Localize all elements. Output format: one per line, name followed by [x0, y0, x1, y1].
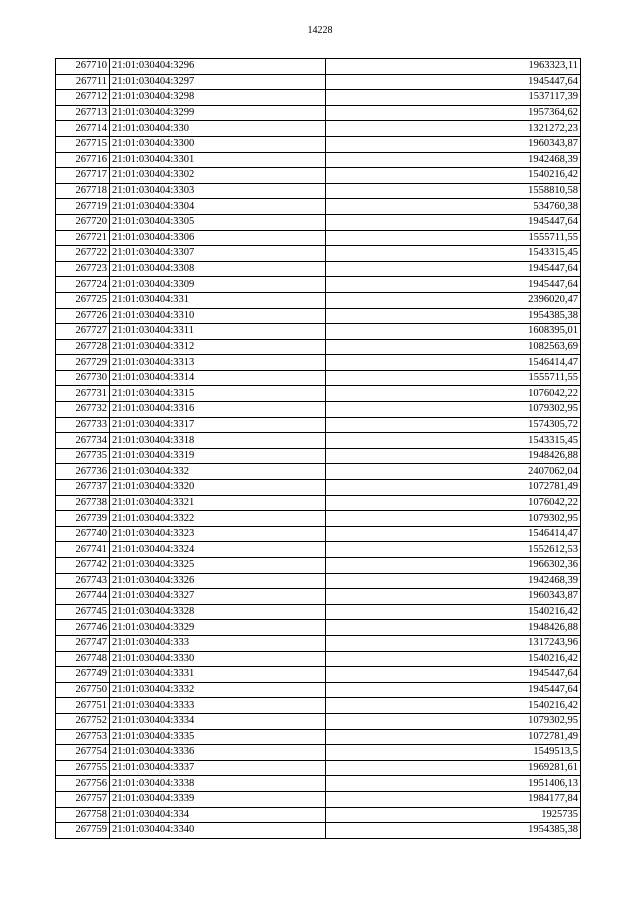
cadastral-value-cell: 1945447,64 [326, 682, 581, 698]
table-row [56, 558, 581, 574]
table-row [56, 604, 581, 620]
cadastral-value-cell: 1317243,96 [326, 635, 581, 651]
cadastral-number-cell: 21:01:030404:3312 [110, 339, 326, 355]
table-row [56, 667, 581, 683]
cadastral-number-cell: 21:01:030404:3325 [110, 558, 326, 574]
row-number-cell: 267749 [56, 667, 110, 683]
row-number-cell: 267743 [56, 573, 110, 589]
cadastral-number-cell: 21:01:030404:3311 [110, 324, 326, 340]
table-row [56, 448, 581, 464]
table-row [56, 183, 581, 199]
cadastral-number-cell: 21:01:030404:3328 [110, 604, 326, 620]
cadastral-value-cell: 1954385,38 [326, 823, 581, 839]
cadastral-value-cell: 1540216,42 [326, 168, 581, 184]
table-row [56, 760, 581, 776]
cadastral-value-cell: 1966302,36 [326, 558, 581, 574]
cadastral-number-cell: 21:01:030404:3298 [110, 90, 326, 106]
table-row [56, 589, 581, 605]
row-number-cell: 267735 [56, 448, 110, 464]
table-row [56, 495, 581, 511]
row-number-cell: 267752 [56, 713, 110, 729]
cadastral-value-cell: 1963323,11 [326, 59, 581, 75]
table-row [56, 308, 581, 324]
cadastral-number-cell: 21:01:030404:3336 [110, 745, 326, 761]
cadastral-number-cell: 21:01:030404:332 [110, 464, 326, 480]
table-row [56, 791, 581, 807]
table-row [56, 573, 581, 589]
cadastral-number-cell: 21:01:030404:3327 [110, 589, 326, 605]
table-row [56, 339, 581, 355]
cadastral-number-cell: 21:01:030404:3339 [110, 791, 326, 807]
row-number-cell: 267738 [56, 495, 110, 511]
cadastral-number-cell: 21:01:030404:3310 [110, 308, 326, 324]
table-row [56, 370, 581, 386]
cadastral-number-cell: 21:01:030404:3299 [110, 105, 326, 121]
row-number-cell: 267723 [56, 261, 110, 277]
cadastral-value-cell: 1969281,61 [326, 760, 581, 776]
cadastral-value-cell: 1546414,47 [326, 355, 581, 371]
row-number-cell: 267719 [56, 199, 110, 215]
cadastral-number-cell: 21:01:030404:3333 [110, 698, 326, 714]
table-row [56, 246, 581, 262]
row-number-cell: 267736 [56, 464, 110, 480]
cadastral-value-cell: 1957364,62 [326, 105, 581, 121]
table-row [56, 121, 581, 137]
row-number-cell: 267747 [56, 635, 110, 651]
cadastral-number-cell: 21:01:030404:3331 [110, 667, 326, 683]
row-number-cell: 267726 [56, 308, 110, 324]
table-row [56, 292, 581, 308]
table-row [56, 168, 581, 184]
cadastral-number-cell: 21:01:030404:331 [110, 292, 326, 308]
table-row [56, 713, 581, 729]
row-number-cell: 267729 [56, 355, 110, 371]
cadastral-number-cell: 21:01:030404:3301 [110, 152, 326, 168]
table-row [56, 542, 581, 558]
cadastral-number-cell: 21:01:030404:3313 [110, 355, 326, 371]
cadastral-value-cell: 1942468,39 [326, 573, 581, 589]
cadastral-number-cell: 21:01:030404:3320 [110, 480, 326, 496]
row-number-cell: 267758 [56, 807, 110, 823]
row-number-cell: 267759 [56, 823, 110, 839]
cadastral-value-cell: 1549513,5 [326, 745, 581, 761]
cadastral-value-cell: 2407062,04 [326, 464, 581, 480]
row-number-cell: 267751 [56, 698, 110, 714]
cadastral-number-cell: 21:01:030404:3323 [110, 526, 326, 542]
table-row [56, 729, 581, 745]
cadastral-number-cell: 21:01:030404:3322 [110, 511, 326, 527]
cadastral-number-cell: 21:01:030404:3330 [110, 651, 326, 667]
row-number-cell: 267727 [56, 324, 110, 340]
row-number-cell: 267741 [56, 542, 110, 558]
cadastral-value-cell: 1540216,42 [326, 651, 581, 667]
row-number-cell: 267755 [56, 760, 110, 776]
cadastral-value-table [55, 58, 581, 839]
cadastral-value-cell: 1960343,87 [326, 589, 581, 605]
table-row [56, 59, 581, 75]
cadastral-value-cell: 1072781,49 [326, 480, 581, 496]
table-row [56, 324, 581, 340]
table-row [56, 776, 581, 792]
cadastral-value-cell: 1948426,88 [326, 448, 581, 464]
cadastral-number-cell: 21:01:030404:3326 [110, 573, 326, 589]
cadastral-number-cell: 21:01:030404:3297 [110, 74, 326, 90]
table-row [56, 74, 581, 90]
cadastral-value-cell: 1925735 [326, 807, 581, 823]
row-number-cell: 267718 [56, 183, 110, 199]
cadastral-value-cell: 1555711,55 [326, 370, 581, 386]
row-number-cell: 267737 [56, 480, 110, 496]
table-row [56, 651, 581, 667]
table-row [56, 355, 581, 371]
row-number-cell: 267711 [56, 74, 110, 90]
cadastral-number-cell: 21:01:030404:3337 [110, 760, 326, 776]
table-row [56, 620, 581, 636]
table-row [56, 136, 581, 152]
table-row [56, 261, 581, 277]
row-number-cell: 267716 [56, 152, 110, 168]
row-number-cell: 267754 [56, 745, 110, 761]
cadastral-value-cell: 1942468,39 [326, 152, 581, 168]
table-row [56, 90, 581, 106]
cadastral-number-cell: 21:01:030404:3340 [110, 823, 326, 839]
table-row [56, 386, 581, 402]
cadastral-value-cell: 1574305,72 [326, 417, 581, 433]
table-row [56, 464, 581, 480]
table-row [56, 682, 581, 698]
row-number-cell: 267739 [56, 511, 110, 527]
row-number-cell: 267742 [56, 558, 110, 574]
table-row [56, 199, 581, 215]
cadastral-value-cell: 1945447,64 [326, 74, 581, 90]
cadastral-value-cell: 1540216,42 [326, 698, 581, 714]
row-number-cell: 267734 [56, 433, 110, 449]
table-row [56, 433, 581, 449]
cadastral-value-cell: 1079302,95 [326, 511, 581, 527]
row-number-cell: 267717 [56, 168, 110, 184]
row-number-cell: 267710 [56, 59, 110, 75]
cadastral-value-cell: 1608395,01 [326, 324, 581, 340]
cadastral-number-cell: 21:01:030404:3296 [110, 59, 326, 75]
cadastral-value-cell: 1945447,64 [326, 667, 581, 683]
table-row [56, 823, 581, 839]
cadastral-value-cell: 1537117,39 [326, 90, 581, 106]
cadastral-value-cell: 1945447,64 [326, 214, 581, 230]
row-number-cell: 267745 [56, 604, 110, 620]
cadastral-number-cell: 21:01:030404:3316 [110, 402, 326, 418]
table-row [56, 635, 581, 651]
table-row [56, 230, 581, 246]
cadastral-number-cell: 21:01:030404:333 [110, 635, 326, 651]
cadastral-number-cell: 21:01:030404:3315 [110, 386, 326, 402]
cadastral-number-cell: 21:01:030404:3321 [110, 495, 326, 511]
table-row [56, 526, 581, 542]
row-number-cell: 267757 [56, 791, 110, 807]
table-row [56, 480, 581, 496]
cadastral-number-cell: 21:01:030404:3329 [110, 620, 326, 636]
cadastral-value-cell: 1543315,45 [326, 433, 581, 449]
table-row [56, 511, 581, 527]
cadastral-value-cell: 1960343,87 [326, 136, 581, 152]
table-row [56, 402, 581, 418]
cadastral-value-cell: 1079302,95 [326, 713, 581, 729]
cadastral-value-cell: 1954385,38 [326, 308, 581, 324]
cadastral-value-cell: 1552612,53 [326, 542, 581, 558]
cadastral-value-cell: 1945447,64 [326, 277, 581, 293]
row-number-cell: 267712 [56, 90, 110, 106]
table-row [56, 745, 581, 761]
row-number-cell: 267715 [56, 136, 110, 152]
cadastral-value-cell: 1948426,88 [326, 620, 581, 636]
row-number-cell: 267730 [56, 370, 110, 386]
table-row [56, 698, 581, 714]
cadastral-number-cell: 21:01:030404:3309 [110, 277, 326, 293]
row-number-cell: 267744 [56, 589, 110, 605]
cadastral-value-cell: 1082563,69 [326, 339, 581, 355]
row-number-cell: 267721 [56, 230, 110, 246]
cadastral-value-cell: 1546414,47 [326, 526, 581, 542]
cadastral-number-cell: 21:01:030404:3303 [110, 183, 326, 199]
cadastral-number-cell: 21:01:030404:3318 [110, 433, 326, 449]
cadastral-number-cell: 21:01:030404:3335 [110, 729, 326, 745]
cadastral-number-cell: 21:01:030404:3306 [110, 230, 326, 246]
row-number-cell: 267733 [56, 417, 110, 433]
row-number-cell: 267756 [56, 776, 110, 792]
cadastral-number-cell: 21:01:030404:3304 [110, 199, 326, 215]
cadastral-value-cell: 534760,38 [326, 199, 581, 215]
cadastral-value-cell: 1558810,58 [326, 183, 581, 199]
page-number: 14228 [307, 25, 333, 36]
row-number-cell: 267746 [56, 620, 110, 636]
cadastral-number-cell: 21:01:030404:334 [110, 807, 326, 823]
cadastral-number-cell: 21:01:030404:3300 [110, 136, 326, 152]
table-row [56, 105, 581, 121]
cadastral-number-cell: 21:01:030404:3317 [110, 417, 326, 433]
cadastral-value-cell: 1540216,42 [326, 604, 581, 620]
row-number-cell: 267724 [56, 277, 110, 293]
cadastral-number-cell: 21:01:030404:3332 [110, 682, 326, 698]
cadastral-value-cell: 2396020,47 [326, 292, 581, 308]
cadastral-number-cell: 21:01:030404:3307 [110, 246, 326, 262]
row-number-cell: 267720 [56, 214, 110, 230]
cadastral-number-cell: 21:01:030404:3319 [110, 448, 326, 464]
row-number-cell: 267722 [56, 246, 110, 262]
cadastral-number-cell: 21:01:030404:3308 [110, 261, 326, 277]
cadastral-value-cell: 1079302,95 [326, 402, 581, 418]
table-row [56, 807, 581, 823]
row-number-cell: 267713 [56, 105, 110, 121]
row-number-cell: 267732 [56, 402, 110, 418]
row-number-cell: 267728 [56, 339, 110, 355]
cadastral-number-cell: 21:01:030404:3324 [110, 542, 326, 558]
cadastral-number-cell: 21:01:030404:3314 [110, 370, 326, 386]
cadastral-value-cell: 1984177,84 [326, 791, 581, 807]
cadastral-number-cell: 21:01:030404:3305 [110, 214, 326, 230]
cadastral-value-cell: 1951406,13 [326, 776, 581, 792]
table-row [56, 152, 581, 168]
cadastral-value-cell: 1555711,55 [326, 230, 581, 246]
row-number-cell: 267740 [56, 526, 110, 542]
row-number-cell: 267753 [56, 729, 110, 745]
table-row [56, 277, 581, 293]
table-row [56, 214, 581, 230]
row-number-cell: 267750 [56, 682, 110, 698]
cadastral-value-cell: 1076042,22 [326, 495, 581, 511]
table-body [56, 59, 581, 839]
row-number-cell: 267714 [56, 121, 110, 137]
cadastral-value-cell: 1076042,22 [326, 386, 581, 402]
cadastral-value-cell: 1543315,45 [326, 246, 581, 262]
table-row [56, 417, 581, 433]
cadastral-value-cell: 1321272,23 [326, 121, 581, 137]
row-number-cell: 267731 [56, 386, 110, 402]
cadastral-number-cell: 21:01:030404:330 [110, 121, 326, 137]
row-number-cell: 267725 [56, 292, 110, 308]
cadastral-number-cell: 21:01:030404:3302 [110, 168, 326, 184]
cadastral-value-cell: 1945447,64 [326, 261, 581, 277]
cadastral-number-cell: 21:01:030404:3334 [110, 713, 326, 729]
cadastral-value-cell: 1072781,49 [326, 729, 581, 745]
cadastral-number-cell: 21:01:030404:3338 [110, 776, 326, 792]
row-number-cell: 267748 [56, 651, 110, 667]
